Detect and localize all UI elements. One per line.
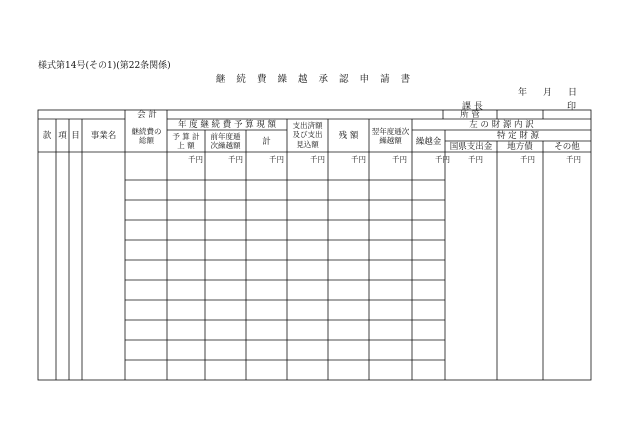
prev-carryover-header: 前年度逓次繰越額 bbox=[210, 132, 241, 151]
other-header: その他 bbox=[554, 142, 580, 152]
subtotal-header: 計 bbox=[262, 137, 271, 147]
unit-label: 千円 bbox=[310, 155, 325, 164]
date-year: 年 bbox=[518, 88, 528, 98]
expenditure-planned-header: 支出済額及び支出見込額 bbox=[292, 121, 323, 149]
unit-label: 千円 bbox=[188, 155, 203, 164]
total-continuing-header: 継続費の総額 bbox=[131, 127, 162, 146]
kou-header: 項 bbox=[58, 131, 67, 141]
unit-label: 千円 bbox=[228, 155, 243, 164]
section-chief-label: 課 長 bbox=[462, 102, 483, 112]
balance-header: 残 額 bbox=[338, 131, 359, 141]
unit-label: 千円 bbox=[566, 155, 581, 164]
seal-mark: 印 bbox=[567, 102, 577, 112]
kan-header: 款 bbox=[42, 131, 52, 141]
unit-label: 千円 bbox=[351, 155, 366, 164]
unit-label: 千円 bbox=[392, 155, 407, 164]
next-carryover-header: 翌年度逓次繰越額 bbox=[371, 127, 410, 146]
specific-sources-header: 特 定 財 源 bbox=[496, 131, 540, 141]
carryover-money-header: 繰越金 bbox=[415, 137, 442, 147]
document-title: 継 続 費 繰 越 承 認 申 請 書 bbox=[215, 74, 415, 85]
unit-label: 千円 bbox=[435, 155, 450, 164]
unit-label: 千円 bbox=[520, 155, 535, 164]
source-breakdown-header: 左 の 財 源 内 訳 bbox=[469, 120, 534, 130]
budget-amount-header: 予 算 計 上 額 bbox=[172, 132, 200, 151]
national-prefectural-header: 国県支出金 bbox=[449, 142, 493, 152]
jurisdiction-label: 所 管 bbox=[460, 110, 480, 120]
project-name-header: 事業名 bbox=[90, 131, 117, 141]
unit-label: 千円 bbox=[468, 155, 483, 164]
unit-label: 千円 bbox=[269, 155, 284, 164]
form-number: 様式第14号(その1)(第22条関係) bbox=[38, 61, 171, 71]
accounting-label: 会 計 bbox=[137, 110, 157, 120]
budget-current-year-header: 年 度 継 続 費 予 算 現 額 bbox=[177, 120, 277, 130]
local-bonds-header: 地方債 bbox=[507, 142, 533, 152]
moku-header: 目 bbox=[71, 131, 80, 141]
date-month: 月 bbox=[543, 88, 553, 98]
date-day: 日 bbox=[568, 88, 578, 98]
